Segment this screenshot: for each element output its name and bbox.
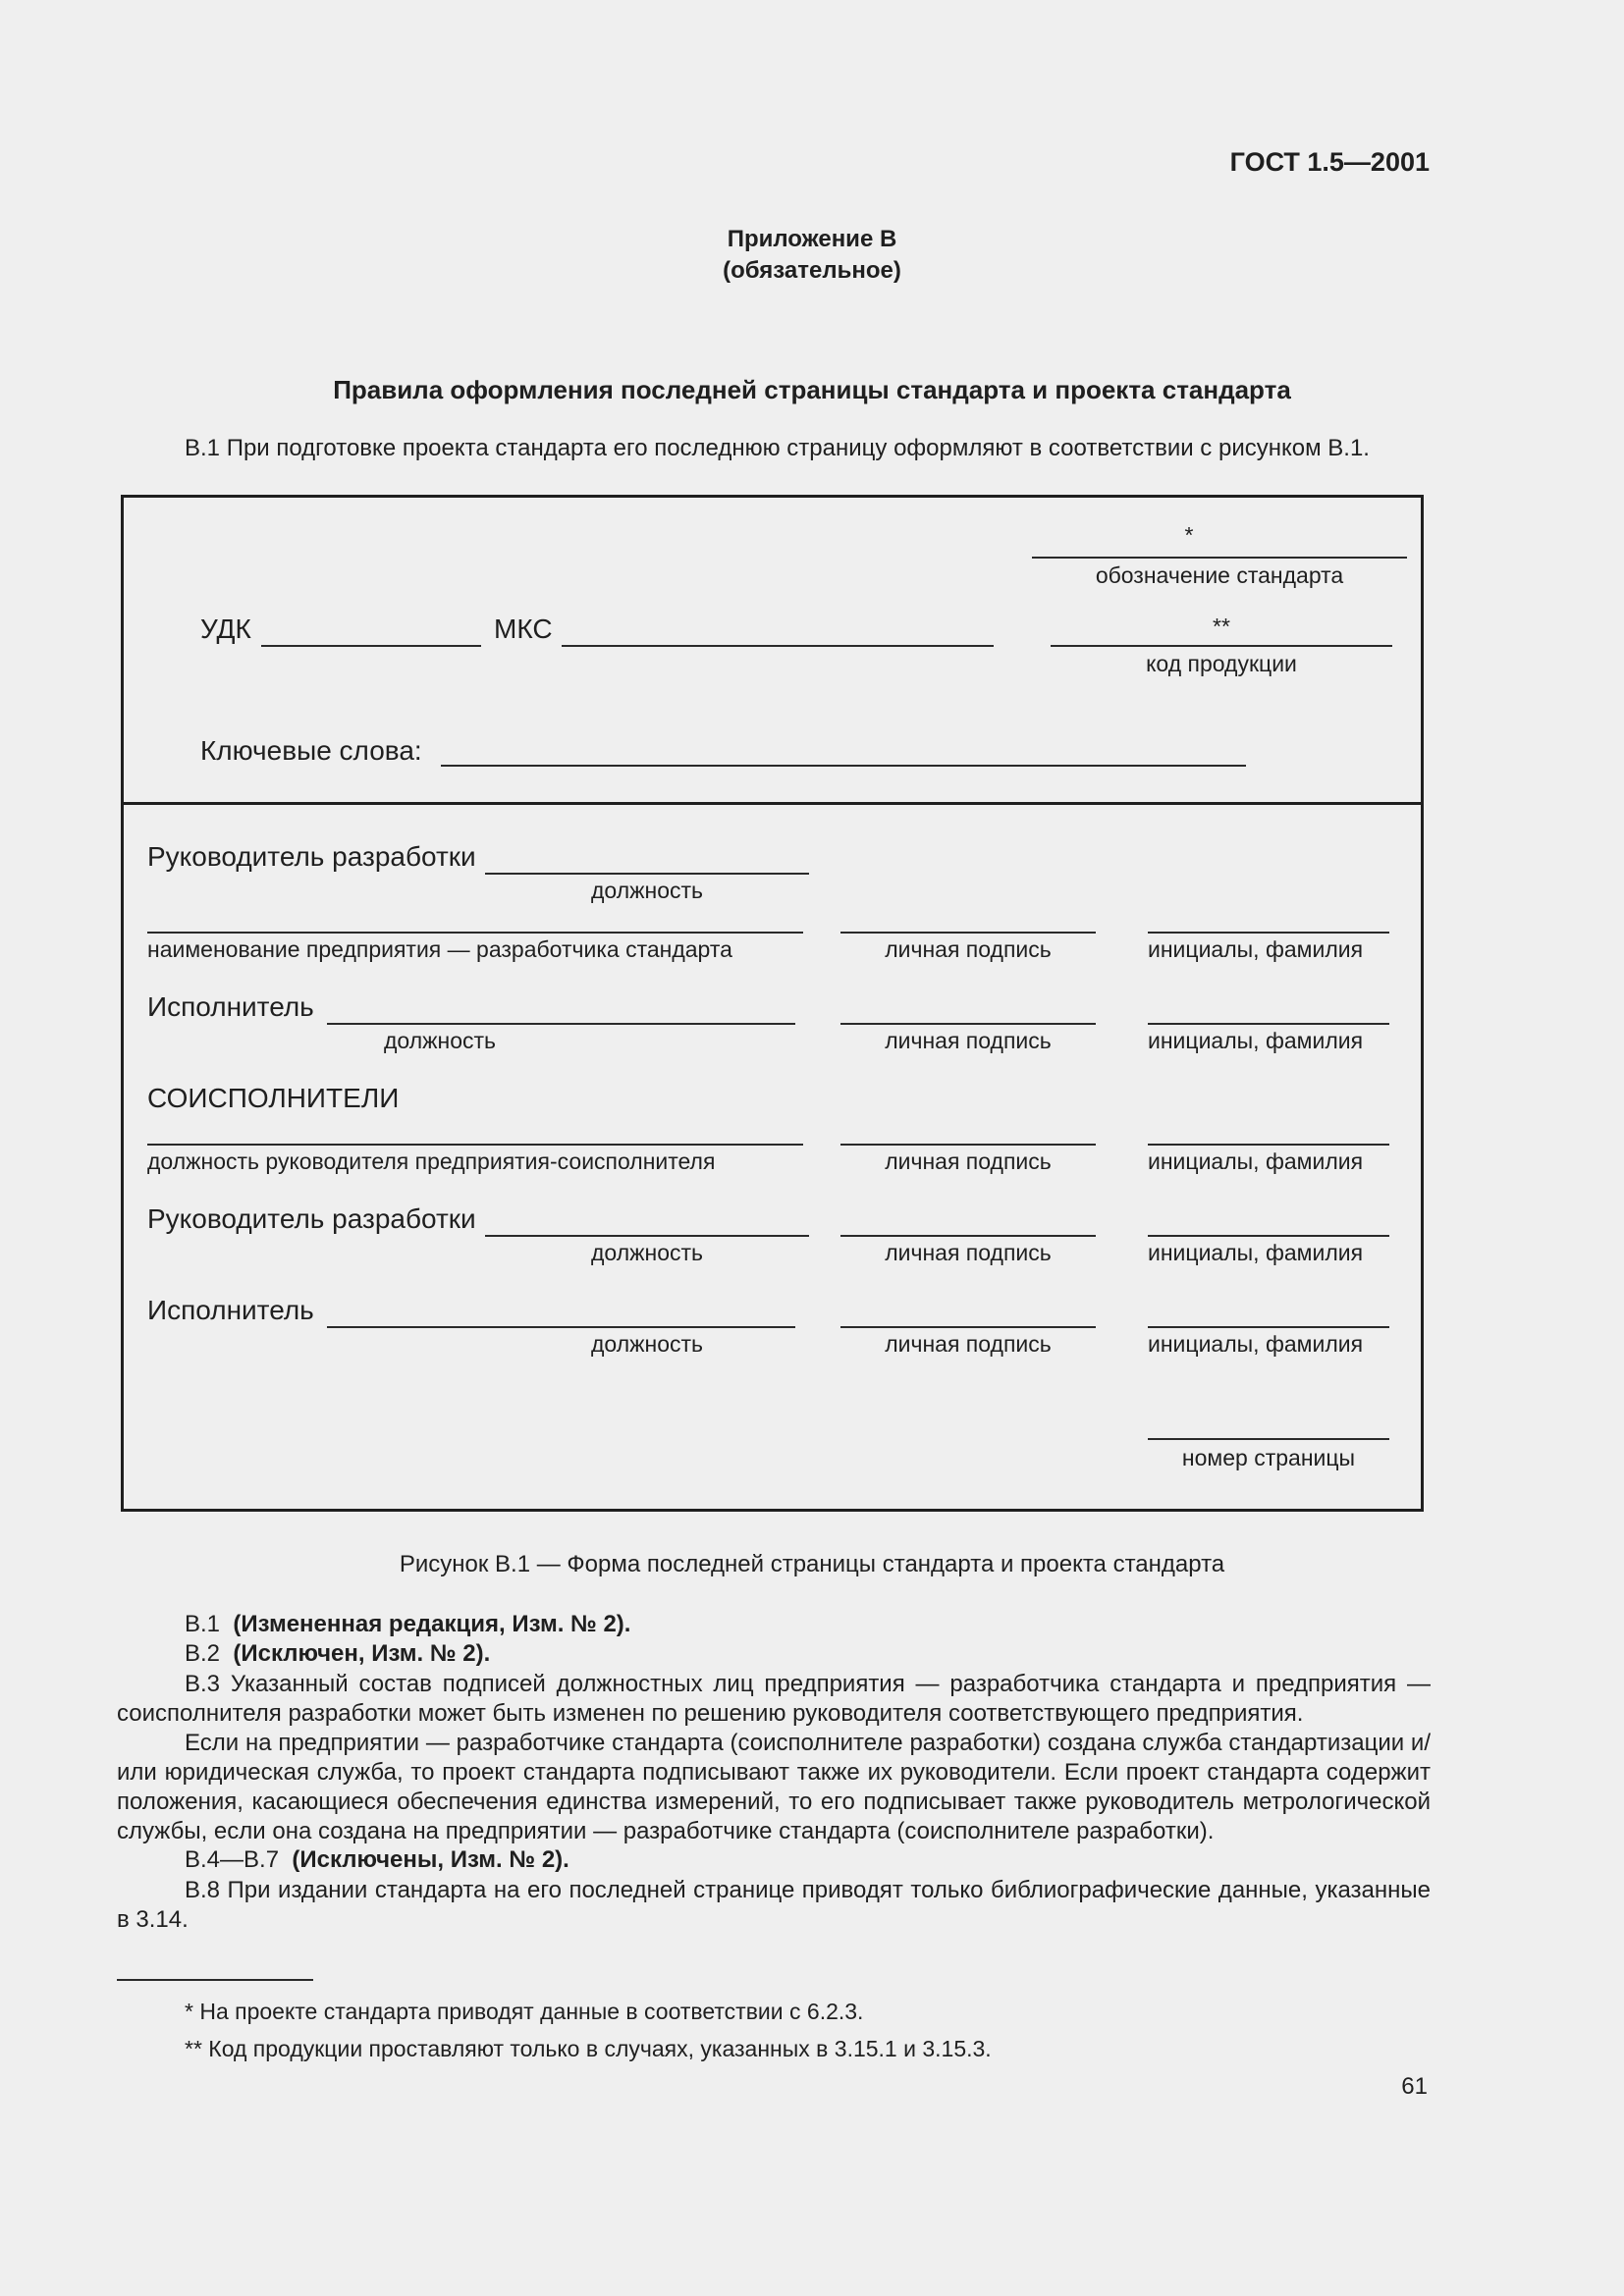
document-id: ГОСТ 1.5—2001	[1229, 147, 1430, 177]
para-b8-text: В.8 При издании стандарта на его последней странице приводят только библиографические данные, указанные в 3.14.	[117, 1877, 1431, 1933]
product-code-line	[1051, 645, 1392, 647]
signature-caption-1: личная подпись	[885, 936, 1052, 962]
dev-head-position-line-2	[485, 1235, 809, 1237]
page-number-line	[1148, 1438, 1389, 1440]
executor-label-2: Исполнитель	[147, 1295, 314, 1325]
page-number-caption: номер страницы	[1181, 1445, 1356, 1470]
initials-caption-5: инициалы, фамилия	[1148, 1331, 1364, 1357]
keywords-label: Ключевые слова:	[200, 735, 422, 766]
section-title: Правила оформления последней страницы стандарта и проекта стандарта	[333, 375, 1291, 404]
signature-line-2	[840, 1023, 1096, 1025]
signature-line-5	[840, 1326, 1096, 1328]
mks-label: МКС	[494, 614, 553, 644]
para-b4-b7	[185, 1846, 569, 1874]
initials-line-3	[1148, 1144, 1389, 1146]
executor-position-line-1	[327, 1023, 795, 1025]
intro-paragraph: В.1 При подготовке проекта стандарта его последнюю страницу оформляют в соответствии с рисунком В.1.	[185, 435, 1370, 461]
para-b2-note: (Исключен, Изм. № 2).	[233, 1640, 491, 1667]
signature-caption-5: личная подпись	[885, 1331, 1052, 1357]
signature-caption-3: личная подпись	[885, 1148, 1052, 1174]
footnote-2: ** Код продукции проставляют только в случаях, указанных в 3.15.1 и 3.15.3.	[185, 2036, 992, 2061]
para-b2	[185, 1640, 490, 1668]
para-b1	[185, 1611, 630, 1638]
initials-caption-2: инициалы, фамилия	[1148, 1028, 1364, 1053]
para-b1-number: В.1	[185, 1611, 221, 1637]
page-number: 61	[1401, 2073, 1428, 2100]
figure-caption: Рисунок В.1 — Форма последней страницы стандарта и проекта стандарта	[399, 1551, 1225, 1577]
initials-line-1	[1148, 932, 1389, 934]
para-b4-b7-note: (Исключены, Изм. № 2).	[292, 1846, 569, 1873]
para-b3-cont	[117, 1729, 1431, 1846]
designation-line	[1032, 557, 1407, 559]
udk-line	[261, 645, 481, 647]
executor-position-line-2	[327, 1326, 795, 1328]
initials-line-5	[1148, 1326, 1389, 1328]
form-divider	[124, 802, 1421, 805]
para-b8	[117, 1876, 1431, 1935]
mks-line	[562, 645, 994, 647]
executor-label-1: Исполнитель	[147, 991, 314, 1022]
signature-line-3	[840, 1144, 1096, 1146]
org-name-line	[147, 932, 803, 934]
coexec-head-position-line	[147, 1144, 803, 1146]
dev-head-position-line-1	[485, 873, 809, 875]
udk-label: УДК	[200, 614, 251, 644]
footnote-1: * На проекте стандарта приводят данные в соответствии с 6.2.3.	[185, 1999, 864, 2024]
dev-head-position-caption-2: должность	[590, 1240, 704, 1265]
signature-line-4	[840, 1235, 1096, 1237]
para-b3-text: В.3 Указанный состав подписей должностных лиц предприятия — разработчика стандарта и предприятия — соисполнителя разработки может быть изменен по решению руководителя соответствующего предприятия.	[117, 1671, 1431, 1727]
standard-designation-label: обозначение стандарта	[1095, 562, 1344, 588]
signature-caption-2: личная подпись	[885, 1028, 1052, 1053]
appendix-title: Приложение В	[727, 226, 897, 252]
signature-caption-4: личная подпись	[885, 1240, 1052, 1265]
org-name-caption: наименование предприятия — разработчика стандарта	[147, 936, 732, 962]
appendix-status: (обязательное)	[723, 257, 901, 284]
coexec-head-position-caption: должность руководителя предприятия-соисполнителя	[147, 1148, 716, 1174]
para-b4-b7-number: В.4—В.7	[185, 1846, 280, 1873]
footnote-mark-star: *	[1184, 522, 1194, 548]
para-b3-cont-text: Если на предприятии — разработчике стандарта (соисполнителе разработки) создана служба стандартизации и/или юридическая служба, то проект стандарта подписывают также их руководители. Если проект стандарта содержит положения, касающиеся обеспечения единства измерений, то его подписывает также руководитель метрологической службы, если она создана на предприятии — разработчике стандарта (соисполнителе разработки).	[117, 1730, 1431, 1844]
product-code-label: код продукции	[1146, 651, 1297, 676]
form-frame	[121, 495, 1424, 1512]
para-b1-note: (Измененная редакция, Изм. № 2).	[233, 1611, 631, 1637]
footnote-mark-double-star: **	[1213, 614, 1230, 639]
footnote-rule	[117, 1979, 313, 1981]
initials-caption-4: инициалы, фамилия	[1148, 1240, 1364, 1265]
dev-head-label-1: Руководитель разработки	[147, 841, 476, 872]
executor-position-caption-1: должность	[383, 1028, 497, 1053]
initials-line-2	[1148, 1023, 1389, 1025]
initials-caption-3: инициалы, фамилия	[1148, 1148, 1364, 1174]
initials-line-4	[1148, 1235, 1389, 1237]
dev-head-label-2: Руководитель разработки	[147, 1203, 476, 1234]
coexecutors-heading: СОИСПОЛНИТЕЛИ	[147, 1083, 400, 1113]
dev-head-position-caption-1: должность	[590, 878, 704, 903]
keywords-line	[441, 765, 1246, 767]
para-b3	[117, 1670, 1431, 1729]
initials-caption-1: инициалы, фамилия	[1148, 936, 1364, 962]
executor-position-caption-2: должность	[590, 1331, 704, 1357]
signature-line-1	[840, 932, 1096, 934]
para-b2-number: В.2	[185, 1640, 221, 1667]
